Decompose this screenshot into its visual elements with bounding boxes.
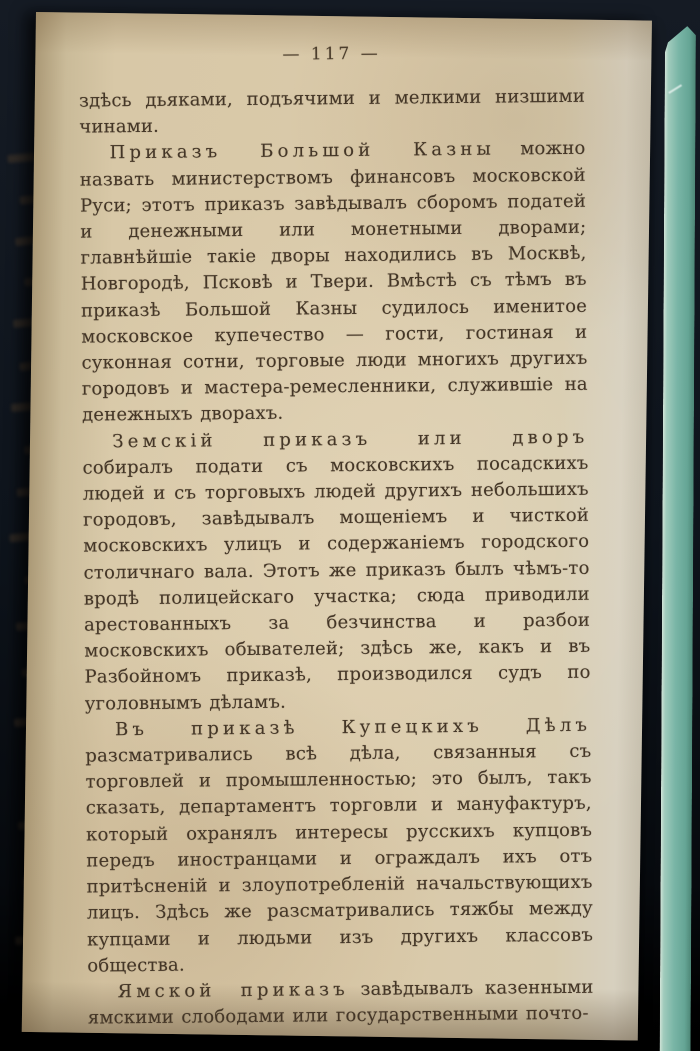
paragraph-prikaz-bolshoy-kazny xyxy=(79,136,588,429)
paragraph-lead: Ямской приказъ xyxy=(117,978,349,1003)
paragraph-lead: Въ приказѣ Купецкихъ Дѣлъ xyxy=(114,714,592,741)
paragraph-continuation xyxy=(79,84,585,141)
paragraph-text: разсматривались всѣ дѣла, связанныя съ торговлей и промышленностью; это былъ, такъ сказать, департаментъ торговли и мануфактуръ, который охранялъ интересы русскихъ купцовъ передъ иностранцами и ограждалъ ихъ отъ притѣсненій и злоупотребленій начальствующихъ лицъ. Здѣсь же разсматривались тяжбы между купцами и людьми изъ другихъ классовъ общества. xyxy=(85,740,594,977)
paragraph-lead: Приказъ Большой Казны xyxy=(109,139,496,164)
paragraph-yamskoy-prikaz xyxy=(87,975,593,1032)
cover-scratch-mark xyxy=(668,84,682,94)
book-page xyxy=(22,12,652,1041)
page-number: — 117 — xyxy=(282,43,381,65)
paragraph-lead: Земскій приказъ или дворъ xyxy=(112,426,589,452)
paragraph-kupetskikh-del xyxy=(85,713,593,980)
book-cover-edge xyxy=(660,26,696,1051)
paragraph-text: здѣсь дьяками, подъячими и мелкими низшими чинами. xyxy=(78,85,586,138)
paragraph-text: можно назвать министерствомъ финансовъ московской Руси; этотъ приказъ завѣдывалъ сборомъ податей и денежными или монетными дворами; главнѣйшіе такіе дворы находились въ Москвѣ, Новгородѣ, Псковѣ и Твери. Вмѣстѣ съ тѣмъ въ приказѣ Большой Казны судилось именитое московское купечество — гости, гостиная и суконная сотни, торговые люди многихъ другихъ городовъ и мастера-ремесленники, служившіе на денежныхъ дворахъ. xyxy=(79,138,588,427)
paragraph-text: собиралъ подати съ московскихъ посадскихъ людей и съ торговыхъ людей другихъ небольшихъ городовъ, завѣдывалъ мощеніемъ и чисткой московскихъ улицъ и содержаніемъ городского столичнаго вала. Этотъ же приказъ былъ чѣмъ-то вродѣ полицейскаго участка; сюда приводили арестованныхъ за безчинства и разбои московскихъ обывателей; здѣсь же, какъ и въ Разбойномъ приказѣ, производился судъ по уголовнымъ дѣламъ. xyxy=(82,452,591,715)
page-text-block xyxy=(79,42,594,1032)
paragraph-text: завѣдывалъ казенными ямскими слободами или государственными почто- xyxy=(87,976,594,1029)
paragraph-zemskiy-prikaz xyxy=(82,424,591,717)
